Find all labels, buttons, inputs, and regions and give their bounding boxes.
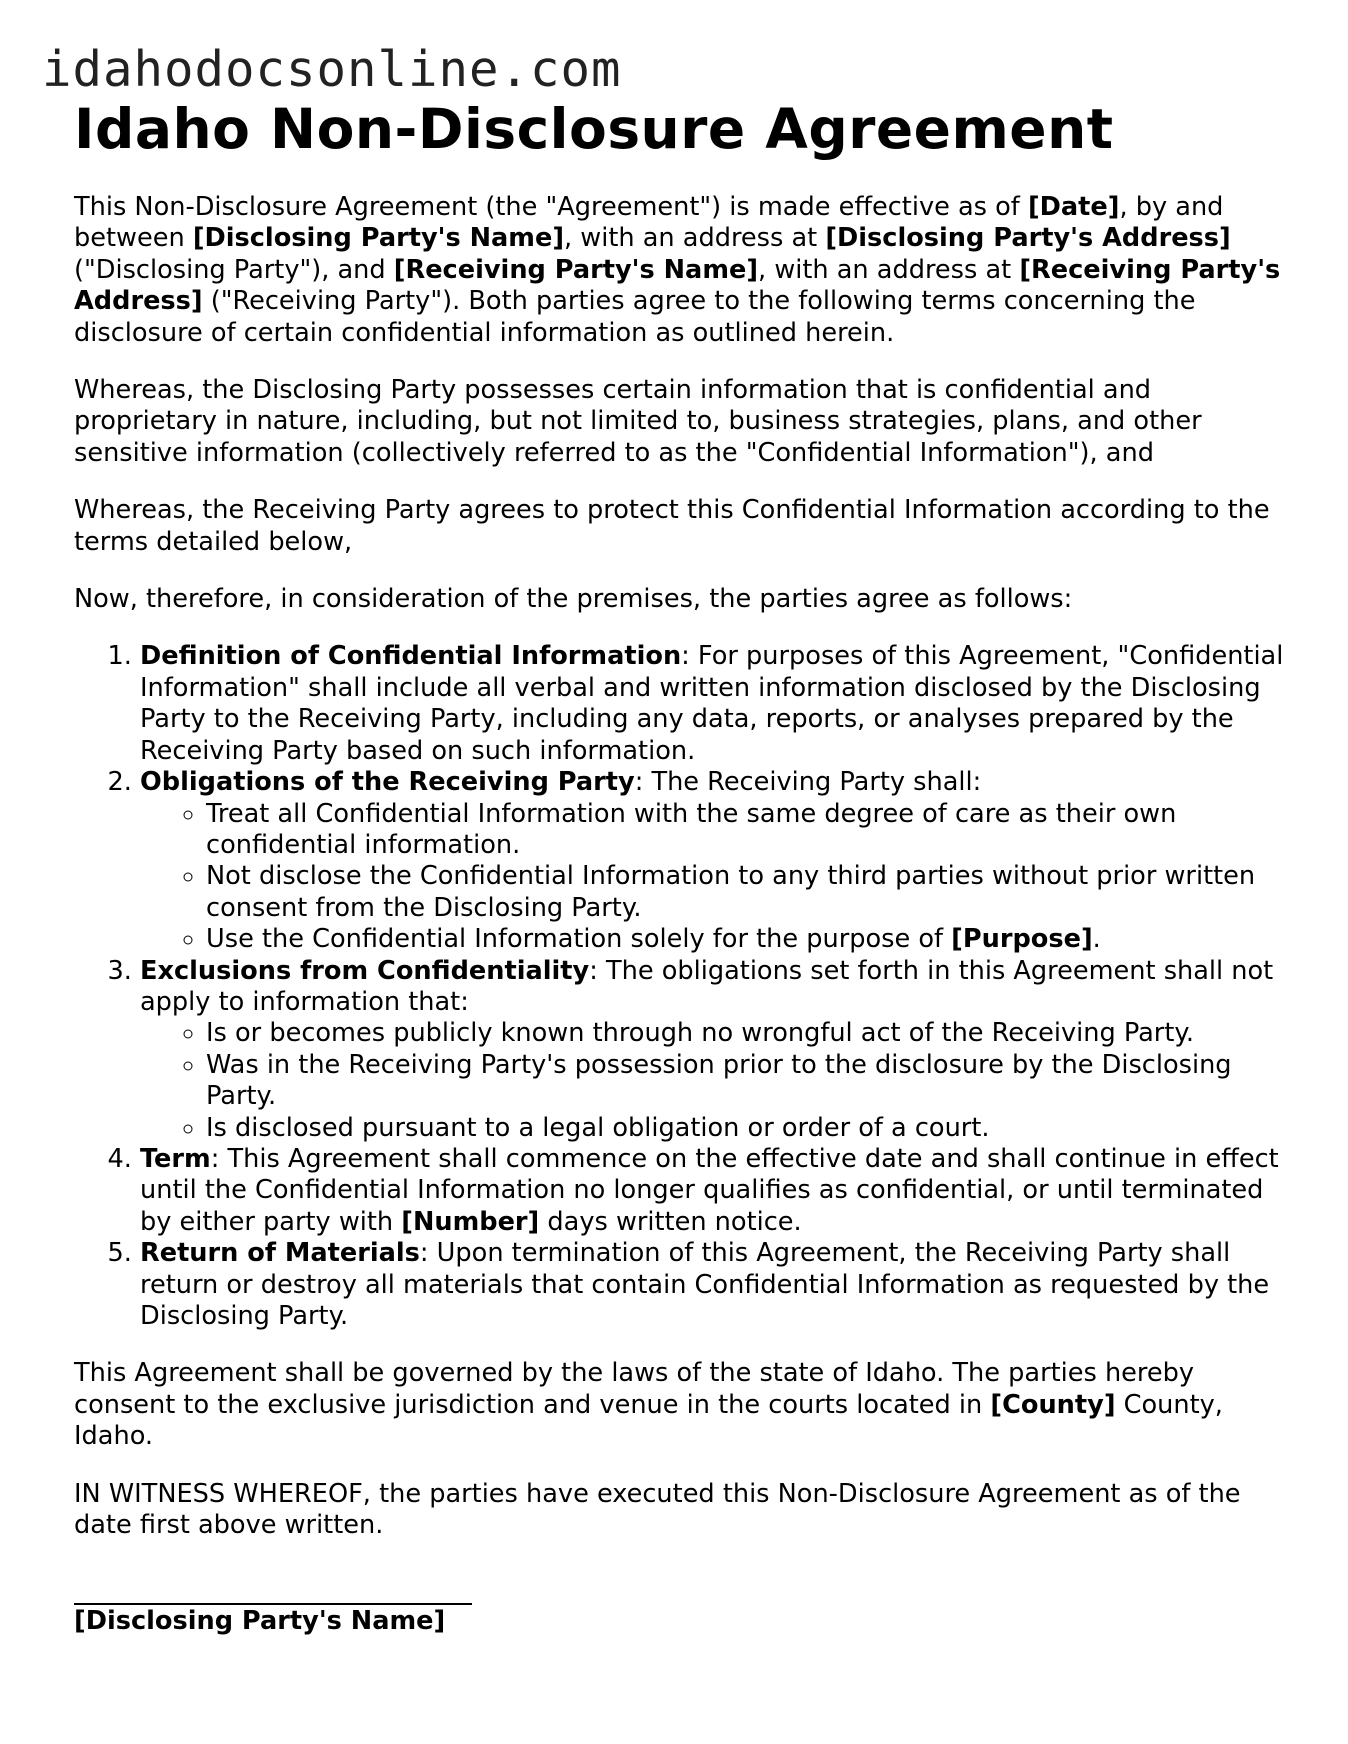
county-placeholder: [County] <box>990 1389 1116 1420</box>
clause-list <box>74 641 1284 1332</box>
list-item: ◦ Was in the Receiving Party's possession prior to the disclosure by the Disclosing Party. <box>206 1050 1284 1113</box>
clause-text: : For purposes of this Agreement, "Confidential Information" shall include all verbal and written information disclosed by the Disclosing Party to the Receiving Party, including any data, reports, or analyses prepared by the Receiving Party based on such information. <box>140 641 1284 766</box>
clause-text: : The obligations set forth in this Agreement shall not apply to information that: <box>140 955 1274 1017</box>
signature-name: [Disclosing Party's Name] <box>74 1606 446 1637</box>
list-item-end: . <box>1092 924 1101 955</box>
document-title: Idaho Non-Disclosure Agreement <box>74 97 1114 161</box>
clause-exclusions <box>140 956 1284 1144</box>
intro-text-1: This Non-Disclosure Agreement (the "Agreement") is made effective as of <box>74 192 1028 222</box>
clause-heading: Exclusions from Confidentiality <box>140 955 590 986</box>
list-item: ◦ Not disclose the Confidential Information to any third parties without prior written consent from the Disclosing Party. <box>206 861 1284 924</box>
clause-return-of-materials <box>140 1238 1284 1332</box>
clause-obligations <box>140 767 1284 955</box>
list-item <box>206 924 1284 955</box>
intro-text-2: , by and between <box>74 192 1224 254</box>
date-placeholder: [Date] <box>1027 192 1120 222</box>
disclosing-address-placeholder: [Disclosing Party's Address] <box>825 223 1231 254</box>
intro-text-6: ("Receiving Party"). Both parties agree to the following terms concerning the disclosure of certain confidential information as outlined herein. <box>74 286 1196 348</box>
clause-text: : The Receiving Party shall: <box>634 767 982 798</box>
intro-paragraph <box>74 192 1284 349</box>
whereas-paragraph-1: Whereas, the Disclosing Party possesses certain information that is confidential and proprietary in nature, including, but not limited to, business strategies, plans, and other sensitive information (collectively referred to as the "Confidential Information"), and <box>74 375 1202 468</box>
clause-text: : Upon termination of this Agreement, the Receiving Party shall return or destroy all materials that contain Confidential Information as requested by the Disclosing Party. <box>140 1238 1270 1331</box>
clause-text-end: days written notice. <box>539 1206 802 1237</box>
intro-text-4: ("Disclosing Party"), and <box>74 254 394 285</box>
site-watermark: idahodocsonline.com <box>42 41 622 98</box>
clause-heading: Obligations of the Receiving Party <box>140 767 635 798</box>
list-item: ◦ Is disclosed pursuant to a legal obligation or order of a court. <box>206 1113 1284 1144</box>
clause-text: : This Agreement shall commence on the effective date and shall continue in effect until the Confidential Information no longer qualifies as confidential, or until terminated by either party with <box>140 1143 1279 1237</box>
clause-heading: Return of Materials <box>140 1238 420 1269</box>
governing-text-1: This Agreement shall be governed by the laws of the state of Idaho. The parties hereby consent to the exclusive jurisdiction and venue in the courts located in <box>74 1358 1195 1420</box>
now-therefore-paragraph: Now, therefore, in consideration of the premises, the parties agree as follows: <box>74 584 1073 615</box>
clause-heading: Definition of Confidential Information <box>140 641 682 672</box>
disclosing-name-placeholder: [Disclosing Party's Name] <box>192 223 565 254</box>
governing-law-paragraph <box>74 1358 1284 1452</box>
witness-paragraph: IN WITNESS WHEREOF, the parties have executed this Non-Disclosure Agreement as of the date first above written. <box>74 1478 1241 1541</box>
exclusions-list <box>140 1018 1284 1144</box>
receiving-name-placeholder: [Receiving Party's Name] <box>393 254 759 285</box>
clause-heading: Term <box>140 1143 211 1174</box>
list-item-text: Use the Confidential Information solely for the purpose of <box>206 924 952 955</box>
list-item: ◦ Is or becomes publicly known through no wrongful act of the Receiving Party. <box>206 1018 1284 1049</box>
purpose-placeholder: [Purpose] <box>951 924 1093 955</box>
whereas-paragraph-2: Whereas, the Receiving Party agrees to protect this Confidential Information according to the terms detailed below, <box>74 495 1270 557</box>
obligations-list <box>140 799 1284 956</box>
intro-text-5: , with an address at <box>758 254 1020 285</box>
list-item: ◦ Treat all Confidential Information with the same degree of care as their own confidential information. <box>206 799 1284 862</box>
document-page <box>74 96 1284 1637</box>
clause-term <box>140 1144 1284 1238</box>
clause-definition <box>140 641 1284 767</box>
intro-text-3: , with an address at <box>564 223 826 254</box>
receiving-address-placeholder: [Receiving Party's Address] <box>74 254 1281 317</box>
signature-line <box>74 1577 472 1605</box>
number-placeholder: [Number] <box>401 1206 540 1237</box>
governing-text-2: County, Idaho. <box>74 1389 1223 1452</box>
